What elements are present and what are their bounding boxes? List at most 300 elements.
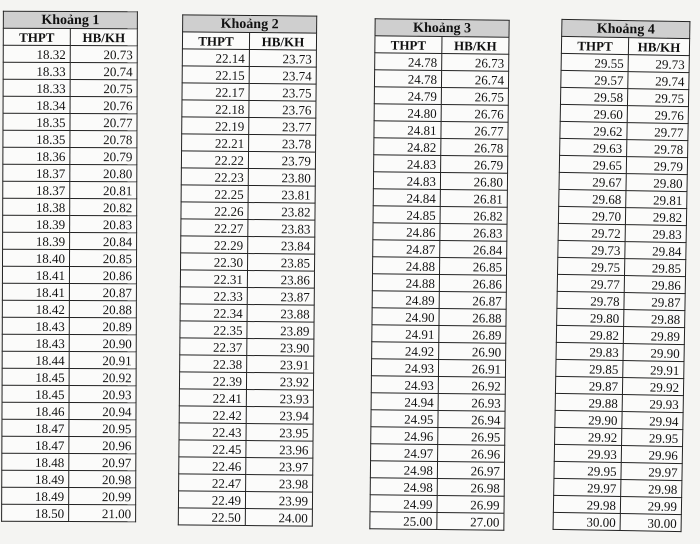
thpt-score-cell: 22.29 xyxy=(181,236,248,254)
thpt-score-cell: 29.98 xyxy=(553,495,620,513)
thpt-score-cell: 24.89 xyxy=(372,291,439,309)
hbkh-score-cell: 20.73 xyxy=(70,46,137,63)
score-table-4 xyxy=(553,19,691,532)
thpt-score-cell: 22.23 xyxy=(181,168,248,186)
hbkh-score-cell: 20.79 xyxy=(70,148,137,165)
hbkh-score-cell: 23.95 xyxy=(246,423,313,441)
table-row xyxy=(179,457,313,475)
hbkh-score-cell: 29.96 xyxy=(621,446,682,464)
table-row xyxy=(373,189,507,207)
thpt-score-cell: 29.57 xyxy=(561,70,628,88)
hbkh-score-cell: 26.95 xyxy=(438,427,505,445)
table-row xyxy=(3,215,137,232)
thpt-score-cell: 24.93 xyxy=(371,376,438,394)
table-title: Khoảng 4 xyxy=(562,19,690,38)
column-header-hbkh: HB/KH xyxy=(442,37,509,55)
table-row xyxy=(2,300,136,317)
thpt-score-cell: 18.34 xyxy=(3,96,70,113)
thpt-score-cell: 22.38 xyxy=(180,355,247,373)
hbkh-score-cell: 29.87 xyxy=(624,293,685,311)
thpt-score-cell: 22.31 xyxy=(180,270,247,288)
table-row xyxy=(179,389,313,407)
table-title: Khoảng 2 xyxy=(183,15,317,33)
hbkh-score-cell: 26.91 xyxy=(438,359,505,377)
table-row xyxy=(3,96,137,113)
hbkh-score-cell: 29.92 xyxy=(622,378,683,396)
thpt-score-cell: 18.41 xyxy=(2,283,69,300)
table-row xyxy=(2,368,136,385)
table-row xyxy=(181,151,315,169)
hbkh-score-cell: 26.76 xyxy=(441,105,508,123)
thpt-score-cell: 22.42 xyxy=(179,406,246,424)
hbkh-score-cell: 23.91 xyxy=(247,355,314,373)
thpt-score-cell: 18.44 xyxy=(2,351,69,368)
hbkh-score-cell: 29.73 xyxy=(628,55,689,73)
thpt-score-cell: 18.32 xyxy=(3,45,70,62)
table-row xyxy=(179,372,313,390)
hbkh-score-cell: 23.77 xyxy=(249,118,316,136)
thpt-score-cell: 22.21 xyxy=(182,134,249,152)
table-row xyxy=(182,49,316,67)
hbkh-score-cell: 20.88 xyxy=(69,300,136,317)
thpt-score-cell: 22.30 xyxy=(181,253,248,271)
thpt-score-cell: 22.22 xyxy=(181,151,248,169)
hbkh-score-cell: 23.73 xyxy=(249,50,316,68)
hbkh-score-cell: 26.86 xyxy=(439,275,506,293)
hbkh-score-cell: 26.77 xyxy=(441,122,508,140)
thpt-score-cell: 29.60 xyxy=(560,104,627,122)
thpt-score-cell: 24.96 xyxy=(371,427,438,445)
thpt-score-cell: 29.68 xyxy=(559,189,626,207)
thpt-score-cell: 18.43 xyxy=(2,317,69,334)
thpt-score-cell: 29.87 xyxy=(555,376,622,394)
hbkh-score-cell: 23.93 xyxy=(246,389,313,407)
thpt-score-cell: 22.33 xyxy=(180,287,247,305)
thpt-score-cell: 29.72 xyxy=(558,223,625,241)
table-body xyxy=(553,53,689,531)
table-row xyxy=(180,338,314,356)
thpt-score-cell: 29.80 xyxy=(557,308,624,326)
hbkh-score-cell: 26.73 xyxy=(442,54,509,72)
thpt-score-cell: 18.47 xyxy=(2,436,69,453)
table-row xyxy=(181,168,315,186)
thpt-score-cell: 30.00 xyxy=(553,512,620,530)
thpt-score-cell: 29.95 xyxy=(554,461,621,479)
hbkh-score-cell: 23.90 xyxy=(247,338,314,356)
hbkh-score-cell: 26.97 xyxy=(437,461,504,479)
thpt-score-cell: 24.91 xyxy=(372,325,439,343)
hbkh-score-cell: 20.78 xyxy=(70,131,137,148)
thpt-score-cell: 22.17 xyxy=(182,83,249,101)
table-body xyxy=(370,53,509,530)
thpt-score-cell: 18.39 xyxy=(3,215,70,232)
thpt-score-cell: 18.45 xyxy=(2,385,69,402)
hbkh-score-cell: 26.96 xyxy=(438,444,505,462)
table-row xyxy=(180,270,314,288)
thpt-score-cell: 18.50 xyxy=(2,504,69,521)
table-row xyxy=(2,436,136,453)
table-row xyxy=(2,504,136,521)
hbkh-score-cell: 29.78 xyxy=(627,140,688,158)
table-row xyxy=(181,202,315,220)
table-title: Khoảng 3 xyxy=(375,19,509,37)
thpt-score-cell: 22.39 xyxy=(179,372,246,390)
table-row xyxy=(3,130,137,147)
table-row xyxy=(373,206,507,224)
table-row xyxy=(181,185,315,203)
table-row xyxy=(2,351,136,368)
thpt-score-cell: 24.86 xyxy=(373,223,440,241)
thpt-score-cell: 24.99 xyxy=(370,495,437,513)
table-row xyxy=(372,274,506,292)
table-row xyxy=(182,66,316,84)
table-row xyxy=(374,121,508,139)
table-row xyxy=(371,359,505,377)
table-row xyxy=(3,79,137,96)
thpt-score-cell: 22.49 xyxy=(178,491,245,509)
hbkh-score-cell: 26.80 xyxy=(440,173,507,191)
table-row xyxy=(2,487,136,504)
table-row xyxy=(374,155,508,173)
thpt-score-cell: 24.78 xyxy=(375,53,442,71)
hbkh-score-cell: 26.79 xyxy=(441,156,508,174)
thpt-score-cell: 24.82 xyxy=(374,138,441,156)
thpt-score-cell: 24.94 xyxy=(371,393,438,411)
table-row xyxy=(179,474,313,492)
thpt-score-cell: 22.50 xyxy=(178,508,245,526)
hbkh-score-cell: 26.81 xyxy=(440,190,507,208)
hbkh-score-cell: 29.89 xyxy=(623,327,684,345)
thpt-score-cell: 24.79 xyxy=(374,87,441,105)
thpt-score-cell: 29.90 xyxy=(555,410,622,428)
hbkh-score-cell: 20.85 xyxy=(70,250,137,267)
table-row xyxy=(180,304,314,322)
hbkh-score-cell: 29.75 xyxy=(627,89,688,107)
hbkh-score-cell: 23.81 xyxy=(248,186,315,204)
table-row xyxy=(2,266,136,283)
hbkh-score-cell: 29.82 xyxy=(625,208,686,226)
hbkh-score-cell: 23.85 xyxy=(248,254,315,272)
hbkh-score-cell: 26.89 xyxy=(439,325,506,343)
thpt-score-cell: 18.49 xyxy=(2,487,69,504)
thpt-score-cell: 29.77 xyxy=(557,274,624,292)
hbkh-score-cell: 20.99 xyxy=(69,487,136,504)
hbkh-score-cell: 23.99 xyxy=(245,491,312,509)
thpt-score-cell: 24.84 xyxy=(373,189,440,207)
table-row xyxy=(374,104,508,122)
thpt-score-cell: 29.88 xyxy=(555,393,622,411)
thpt-score-cell: 24.95 xyxy=(371,410,438,428)
table-row xyxy=(370,495,504,513)
thpt-score-cell: 18.37 xyxy=(3,181,70,198)
hbkh-score-cell: 20.89 xyxy=(69,317,136,334)
table-row xyxy=(179,423,313,441)
hbkh-score-cell: 20.94 xyxy=(69,402,136,419)
thpt-score-cell: 22.26 xyxy=(181,202,248,220)
hbkh-score-cell: 23.94 xyxy=(246,406,313,424)
thpt-score-cell: 22.46 xyxy=(179,457,246,475)
thpt-score-cell: 18.36 xyxy=(3,147,70,164)
hbkh-score-cell: 29.79 xyxy=(626,157,687,175)
hbkh-score-cell: 20.86 xyxy=(69,267,136,284)
score-table-1 xyxy=(1,11,138,522)
table-row xyxy=(3,147,137,164)
score-table-2 xyxy=(178,14,317,526)
thpt-score-cell: 29.67 xyxy=(559,172,626,190)
hbkh-score-cell: 26.84 xyxy=(440,241,507,259)
hbkh-score-cell: 29.99 xyxy=(620,497,681,515)
table-row xyxy=(3,45,137,62)
thpt-score-cell: 22.34 xyxy=(180,304,247,322)
thpt-score-cell: 22.15 xyxy=(182,66,249,84)
table-row xyxy=(182,117,316,135)
thpt-score-cell: 29.82 xyxy=(556,325,623,343)
thpt-score-cell: 22.25 xyxy=(181,185,248,203)
table-row xyxy=(374,138,508,156)
hbkh-score-cell: 29.93 xyxy=(622,395,683,413)
table-row xyxy=(374,70,508,88)
thpt-score-cell: 18.35 xyxy=(3,113,70,130)
hbkh-score-cell: 23.86 xyxy=(247,271,314,289)
hbkh-score-cell: 29.81 xyxy=(626,191,687,209)
thpt-score-cell: 18.41 xyxy=(2,266,69,283)
table-title: Khoảng 1 xyxy=(3,11,137,28)
hbkh-score-cell: 23.74 xyxy=(249,67,316,85)
hbkh-score-cell: 26.94 xyxy=(438,410,505,428)
hbkh-score-cell: 23.83 xyxy=(248,220,315,238)
table-row xyxy=(2,317,136,334)
thpt-score-cell: 18.49 xyxy=(2,470,69,487)
thpt-score-cell: 22.19 xyxy=(182,117,249,135)
table-row xyxy=(3,232,137,249)
hbkh-score-cell: 29.80 xyxy=(626,174,687,192)
hbkh-score-cell: 23.84 xyxy=(248,237,315,255)
thpt-score-cell: 29.65 xyxy=(559,155,626,173)
hbkh-score-cell: 20.93 xyxy=(69,385,136,402)
thpt-score-cell: 29.75 xyxy=(558,257,625,275)
hbkh-score-cell: 29.83 xyxy=(625,225,686,243)
table-row xyxy=(374,87,508,105)
hbkh-score-cell: 26.90 xyxy=(439,342,506,360)
hbkh-score-cell: 20.96 xyxy=(69,436,136,453)
thpt-score-cell: 29.62 xyxy=(560,121,627,139)
thpt-score-cell: 24.85 xyxy=(373,206,440,224)
hbkh-score-cell: 23.96 xyxy=(246,440,313,458)
hbkh-score-cell: 30.00 xyxy=(620,514,681,532)
thpt-score-cell: 29.58 xyxy=(560,87,627,105)
table-row xyxy=(371,427,505,445)
thpt-score-cell: 18.40 xyxy=(3,249,70,266)
thpt-score-cell: 18.33 xyxy=(3,62,70,79)
hbkh-score-cell: 20.84 xyxy=(70,233,137,250)
table-row xyxy=(558,257,686,276)
table-row xyxy=(2,402,136,419)
column-header-thpt: THPT xyxy=(561,36,628,54)
hbkh-score-cell: 20.76 xyxy=(70,97,137,114)
hbkh-score-cell: 29.76 xyxy=(627,106,688,124)
table-row xyxy=(181,219,315,237)
table-row xyxy=(370,461,504,479)
column-header-hbkh: HB/KH xyxy=(70,29,137,46)
hbkh-score-cell: 29.77 xyxy=(627,123,688,141)
table-row xyxy=(2,419,136,436)
hbkh-score-cell: 20.81 xyxy=(70,182,137,199)
hbkh-score-cell: 29.74 xyxy=(628,72,689,90)
table-row xyxy=(180,287,314,305)
table-row xyxy=(3,62,137,79)
thpt-score-cell: 22.41 xyxy=(179,389,246,407)
hbkh-score-cell: 29.98 xyxy=(621,480,682,498)
thpt-score-cell: 22.45 xyxy=(179,440,246,458)
thpt-score-cell: 18.35 xyxy=(3,130,70,147)
hbkh-score-cell: 21.00 xyxy=(69,504,136,521)
thpt-score-cell: 18.37 xyxy=(3,164,70,181)
thpt-score-cell: 29.73 xyxy=(558,240,625,258)
table-row xyxy=(3,164,137,181)
thpt-score-cell: 29.97 xyxy=(554,478,621,496)
table-row xyxy=(371,376,505,394)
thpt-score-cell: 24.98 xyxy=(370,478,437,496)
table-row xyxy=(373,223,507,241)
hbkh-score-cell: 24.00 xyxy=(245,508,312,526)
thpt-score-cell: 18.38 xyxy=(3,198,70,215)
table-row xyxy=(181,236,315,254)
hbkh-score-cell: 23.97 xyxy=(246,457,313,475)
table-row xyxy=(373,257,507,275)
hbkh-score-cell: 23.75 xyxy=(249,84,316,102)
hbkh-score-cell: 20.75 xyxy=(70,80,137,97)
hbkh-score-cell: 20.91 xyxy=(69,351,136,368)
thpt-score-cell: 29.93 xyxy=(554,444,621,462)
thpt-score-cell: 24.78 xyxy=(374,70,441,88)
column-header-thpt: THPT xyxy=(182,32,249,50)
thpt-score-cell: 29.92 xyxy=(555,427,622,445)
table-row xyxy=(372,291,506,309)
thpt-score-cell: 29.55 xyxy=(561,53,628,71)
table-row xyxy=(553,512,681,531)
hbkh-score-cell: 23.92 xyxy=(246,372,313,390)
hbkh-score-cell: 29.95 xyxy=(622,429,683,447)
hbkh-score-cell: 23.89 xyxy=(247,321,314,339)
hbkh-score-cell: 26.99 xyxy=(437,495,504,513)
hbkh-score-cell: 26.85 xyxy=(440,258,507,276)
hbkh-score-cell: 20.92 xyxy=(69,368,136,385)
hbkh-score-cell: 26.98 xyxy=(437,478,504,496)
table-row xyxy=(182,100,316,118)
hbkh-score-cell: 26.74 xyxy=(441,71,508,89)
table-row xyxy=(556,359,684,378)
hbkh-score-cell: 23.82 xyxy=(248,203,315,221)
thpt-score-cell: 24.92 xyxy=(372,342,439,360)
table-row xyxy=(371,410,505,428)
table-row xyxy=(370,478,504,496)
hbkh-score-cell: 20.87 xyxy=(69,283,136,300)
thpt-score-cell: 24.88 xyxy=(372,274,439,292)
thpt-score-cell: 22.18 xyxy=(182,100,249,118)
hbkh-score-cell: 23.87 xyxy=(247,287,314,305)
thpt-score-cell: 22.37 xyxy=(180,338,247,356)
hbkh-score-cell: 23.98 xyxy=(246,474,313,492)
table-row xyxy=(2,283,136,300)
table-row xyxy=(3,198,137,215)
column-header-thpt: THPT xyxy=(3,28,70,45)
table-row xyxy=(372,325,506,343)
hbkh-score-cell: 20.80 xyxy=(70,165,137,182)
column-header-hbkh: HB/KH xyxy=(249,33,316,51)
table-row xyxy=(182,83,316,101)
hbkh-score-cell: 26.83 xyxy=(440,224,507,242)
table-row xyxy=(375,53,509,71)
table-row xyxy=(371,444,505,462)
table-row xyxy=(182,134,316,152)
table-row xyxy=(554,461,682,480)
hbkh-score-cell: 20.95 xyxy=(69,419,136,436)
table-row xyxy=(2,385,136,402)
score-table-3 xyxy=(369,18,509,530)
hbkh-score-cell: 26.92 xyxy=(438,376,505,394)
table-row xyxy=(180,355,314,373)
hbkh-score-cell: 20.74 xyxy=(70,63,137,80)
thpt-score-cell: 24.83 xyxy=(374,155,441,173)
table-row xyxy=(180,321,314,339)
hbkh-score-cell: 29.86 xyxy=(624,276,685,294)
hbkh-score-cell: 23.88 xyxy=(247,304,314,322)
thpt-score-cell: 25.00 xyxy=(370,512,437,530)
table-row xyxy=(373,240,507,258)
thpt-score-cell: 24.98 xyxy=(370,461,437,479)
thpt-score-cell: 24.88 xyxy=(373,257,440,275)
hbkh-score-cell: 20.97 xyxy=(69,453,136,470)
thpt-score-cell: 29.63 xyxy=(560,138,627,156)
hbkh-score-cell: 23.79 xyxy=(248,152,315,170)
thpt-score-cell: 18.43 xyxy=(2,334,69,351)
thpt-score-cell: 29.83 xyxy=(556,342,623,360)
hbkh-score-cell: 29.85 xyxy=(624,259,685,277)
hbkh-score-cell: 20.77 xyxy=(70,114,137,131)
table-row xyxy=(3,249,137,266)
table-row xyxy=(370,512,504,530)
thpt-score-cell: 18.47 xyxy=(2,419,69,436)
hbkh-score-cell: 27.00 xyxy=(437,512,504,530)
table-row xyxy=(559,155,687,174)
thpt-score-cell: 24.80 xyxy=(374,104,441,122)
table-row xyxy=(372,342,506,360)
thpt-score-cell: 18.46 xyxy=(2,402,69,419)
hbkh-score-cell: 20.98 xyxy=(69,470,136,487)
hbkh-score-cell: 26.88 xyxy=(439,308,506,326)
thpt-score-cell: 18.33 xyxy=(3,79,70,96)
thpt-score-cell: 18.45 xyxy=(2,368,69,385)
hbkh-score-cell: 29.88 xyxy=(624,310,685,328)
table-row xyxy=(2,470,136,487)
thpt-score-cell: 24.81 xyxy=(374,121,441,139)
thpt-score-cell: 18.48 xyxy=(2,453,69,470)
table-row xyxy=(178,508,312,526)
thpt-score-cell: 29.70 xyxy=(558,206,625,224)
table-row xyxy=(371,393,505,411)
thpt-score-cell: 29.85 xyxy=(556,359,623,377)
hbkh-score-cell: 26.78 xyxy=(441,139,508,157)
thpt-score-cell: 18.39 xyxy=(3,232,70,249)
table-row xyxy=(372,308,506,326)
thpt-score-cell: 22.35 xyxy=(180,321,247,339)
thpt-score-cell: 24.97 xyxy=(371,444,438,462)
table-row xyxy=(2,453,136,470)
table-row xyxy=(179,440,313,458)
table-row xyxy=(2,334,136,351)
table-body xyxy=(178,49,316,526)
table-body xyxy=(2,45,138,521)
